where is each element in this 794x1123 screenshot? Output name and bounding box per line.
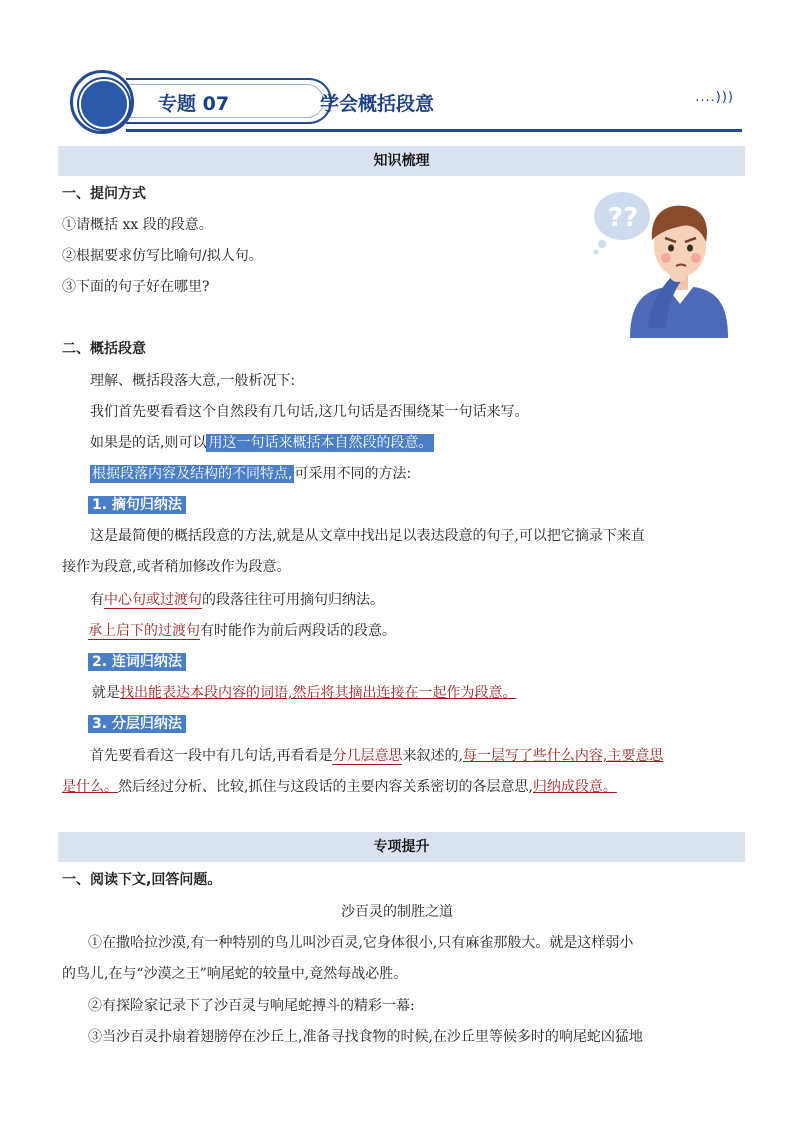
- header-decoration: ....))): [695, 90, 734, 105]
- method1-label: 1. 摘句归纳法: [88, 495, 186, 515]
- method2-text: 就是找出能表达本段内容的词语,然后将其摘出连接在一起作为段意。: [92, 685, 517, 701]
- method1-text: 这是最简便的概括段意的方法,就是从文章中找出足以表达段意的句子,可以把它摘录下来直: [90, 528, 645, 544]
- paragraph-text: 根据段落内容及结构的不同特点, 可采用不同的方法:: [92, 466, 412, 482]
- method3-label: 3. 分层归纳法: [88, 714, 186, 734]
- question-item: ②根据要求仿写比喻句/拟人句。: [62, 248, 263, 264]
- highlighted-text: 用这一句话来概括本自然段的段意。: [208, 435, 433, 451]
- method2-label: 2. 连词归纳法: [88, 652, 186, 672]
- page-header: [70, 70, 742, 134]
- question-item: ③下面的句子好在哪里?: [62, 279, 210, 295]
- page-title: 学会概括段意: [320, 93, 435, 115]
- section-bar-knowledge: 知识梳理: [58, 146, 745, 176]
- header-circle-icon: [70, 70, 134, 134]
- paragraph-text: 我们首先要看看这个自然段有几句话,这几句话是否围绕某一句话来写。: [90, 404, 529, 420]
- question-item: ①请概括 xx 段的段意。: [62, 217, 213, 233]
- method3-text: 首先要看看这一段中有几句话,再看看是分几层意思来叙述的,每一层写了些什么内容,主要意思: [90, 748, 664, 764]
- story-paragraph: 的鸟儿,在与“沙漠之王”响尾蛇的较量中,竟然每战必胜。: [62, 966, 408, 982]
- part2-heading: 二、概括段意: [62, 341, 146, 357]
- highlighted-text: 根据段落内容及结构的不同特点,: [92, 466, 293, 482]
- method1-note: 有中心句或过渡句的段落往往可用摘句归纳法。: [90, 592, 384, 608]
- thinking-man-icon: [590, 188, 740, 338]
- thinking-man-illustration: [590, 188, 740, 338]
- method1-note: 承上启下的过渡句有时能作为前后两段话的段意。: [88, 623, 396, 639]
- svg-text:??: ??: [608, 203, 639, 233]
- topic-number: 专题 07: [158, 93, 230, 115]
- method1-text: 接作为段意,或者稍加修改作为段意。: [62, 559, 291, 575]
- story-paragraph: ①在撒哈拉沙漠,有一种特别的鸟儿叫沙百灵,它身体很小,只有麻雀那般大。就是这样弱小: [88, 935, 634, 951]
- story-title: 沙百灵的制胜之道: [341, 904, 453, 920]
- method3-text: 是什么。然后经过分析、比较,抓住与这段话的主要内容关系密切的各层意思,归纳成段意。: [62, 779, 617, 795]
- story-paragraph: ③当沙百灵扑扇着翅膀停在沙丘上,准备寻找食物的时候,在沙丘里等候多时的响尾蛇凶猛地: [88, 1029, 643, 1045]
- intro-text: 理解、概括段落大意,一般析况下:: [90, 373, 296, 389]
- paragraph-text: 如果是的话,则可以 用这一句话来概括本自然段的段意。: [90, 435, 433, 451]
- story-paragraph: ②有探险家记录下了沙百灵与响尾蛇搏斗的精彩一幕:: [88, 998, 415, 1014]
- part1-heading: 一、提问方式: [62, 186, 146, 202]
- header-underline: [126, 129, 742, 132]
- practice-heading: 一、阅读下文,回答问题。: [62, 872, 222, 888]
- section-bar-practice: 专项提升: [58, 832, 745, 862]
